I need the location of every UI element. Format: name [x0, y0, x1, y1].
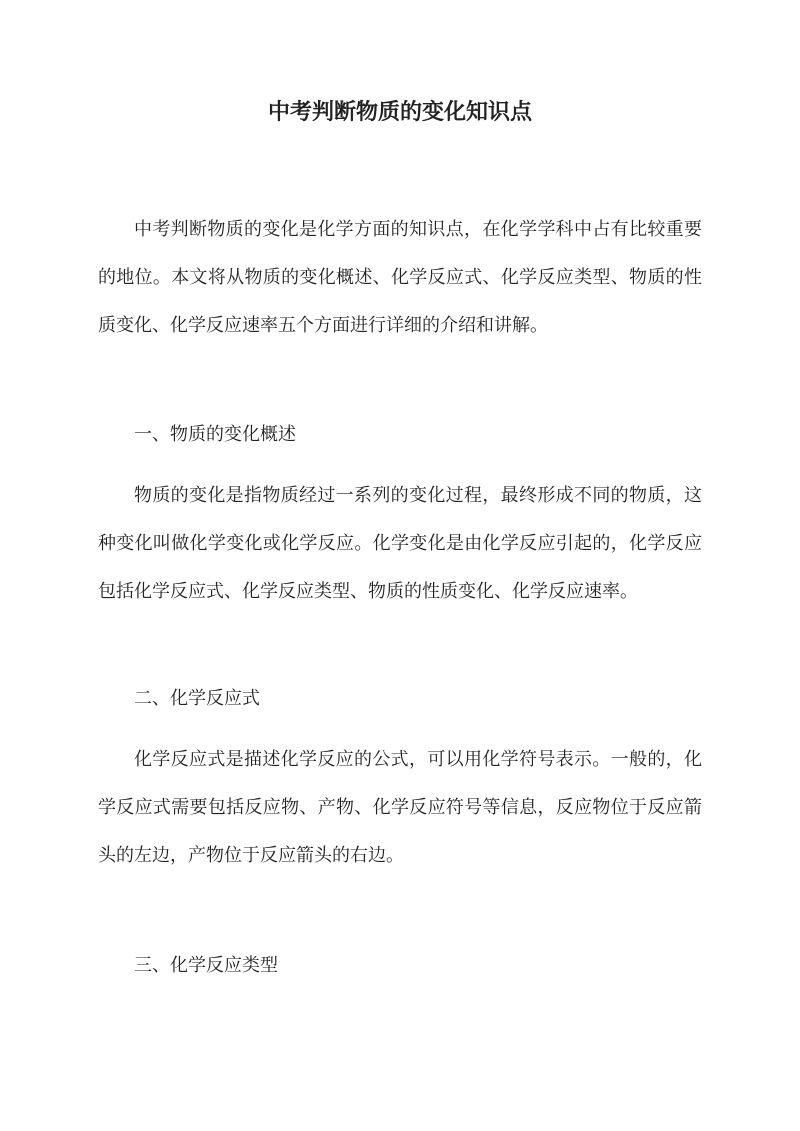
section-heading-overview: 一、物质的变化概述	[134, 424, 296, 445]
section-body-equation: 化学反应式是描述化学反应的公式，可以用化学符号表示。一般的，化学反应式需要包括反应物、产物、化学反应符号等信息，反应物位于反应箭头的左边，产物位于反应箭头的右边。	[98, 749, 702, 866]
document-title: 中考判断物质的变化知识点	[267, 99, 532, 125]
section-heading-equation: 二、化学反应式	[134, 688, 260, 709]
section-heading-reaction-types: 三、化学反应类型	[134, 955, 278, 976]
intro-paragraph: 中考判断物质的变化是化学方面的知识点，在化学学科中占有比较重要的地位。本文将从物质的变化概述、化学反应式、化学反应类型、物质的性质变化、化学反应速率五个方面进行详细的介绍和讲解。	[98, 219, 702, 336]
section-body-overview: 物质的变化是指物质经过一系列的变化过程，最终形成不同的物质，这种变化叫做化学变化或化学反应。化学变化是由化学反应引起的，化学反应包括化学反应式、化学反应类型、物质的性质变化、化学反应速率。	[98, 485, 702, 602]
